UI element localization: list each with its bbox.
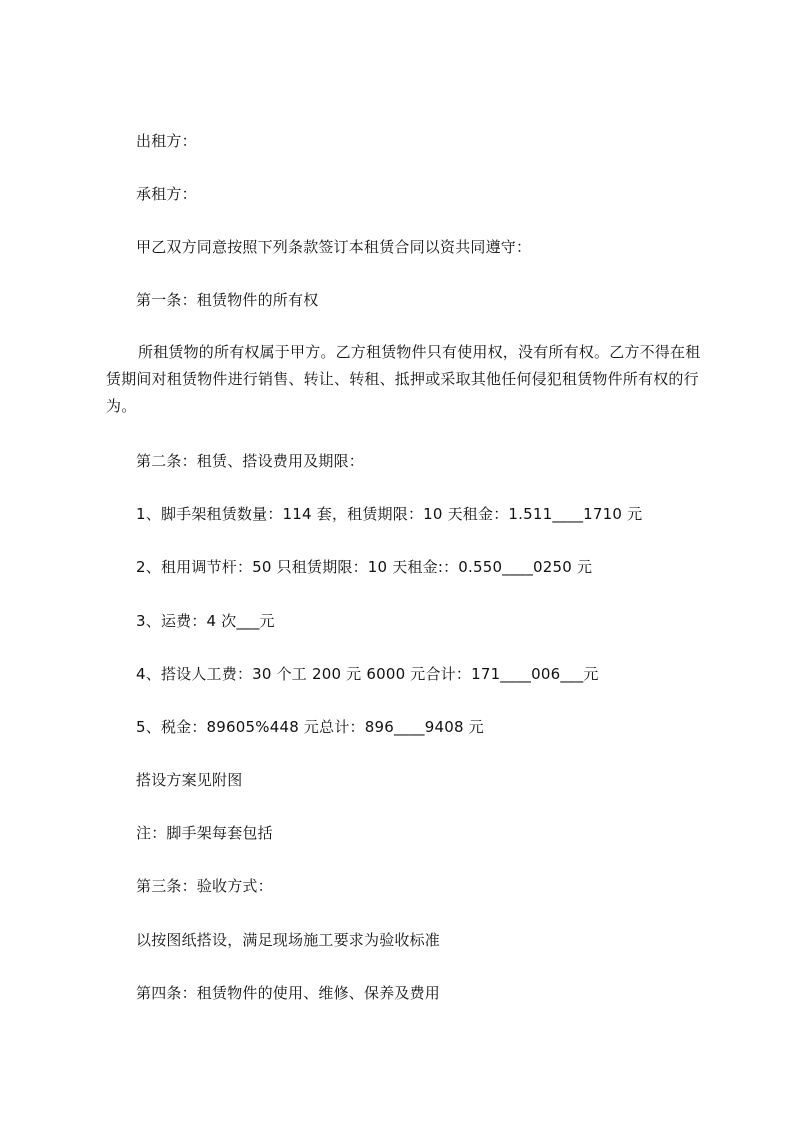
- intro-line: 甲乙双方同意按照下列条款签订本租赁合同以资共同遵守：: [136, 238, 532, 256]
- article2-title: 第二条：租赁、搭设费用及期限：: [136, 452, 365, 470]
- lessor-line: 出租方：: [136, 132, 197, 150]
- article3-title: 第三条：验收方式：: [136, 877, 273, 895]
- fee-item-1: 1、脚手架租赁数量：114 套，租赁期限：10 天租金：1.511____1710 元: [136, 505, 643, 523]
- article1-body: 所租赁物的所有权属于甲方。乙方租赁物件只有使用权，没有所有权。乙方不得在租赁期间对租赁物件进行销售、转让、转租、抵押或采取其他任何侵犯租赁物件所有权的行为。: [106, 343, 701, 415]
- scaffold-note: 注：脚手架每套包括: [136, 824, 273, 842]
- fee-item-3: 3、运费：4 次___元: [136, 612, 275, 630]
- fee-item-4: 4、搭设人工费：30 个工 200 元 6000 元合计：171____006___元: [136, 665, 599, 683]
- fee-item-5: 5、税金：89605%448 元总计：896____9408 元: [136, 718, 484, 736]
- article3-body: 以按图纸搭设，满足现场施工要求为验收标准: [136, 931, 441, 949]
- scheme-note: 搭设方案见附图: [136, 771, 243, 789]
- lessee-line: 承租方：: [136, 185, 197, 203]
- article1-title: 第一条：租赁物件的所有权: [136, 291, 319, 309]
- article4-title: 第四条：租赁物件的使用、维修、保养及费用: [136, 984, 441, 1002]
- fee-item-2: 2、租用调节杆：50 只租赁期限：10 天租金:：0.550____0250 元: [136, 558, 593, 576]
